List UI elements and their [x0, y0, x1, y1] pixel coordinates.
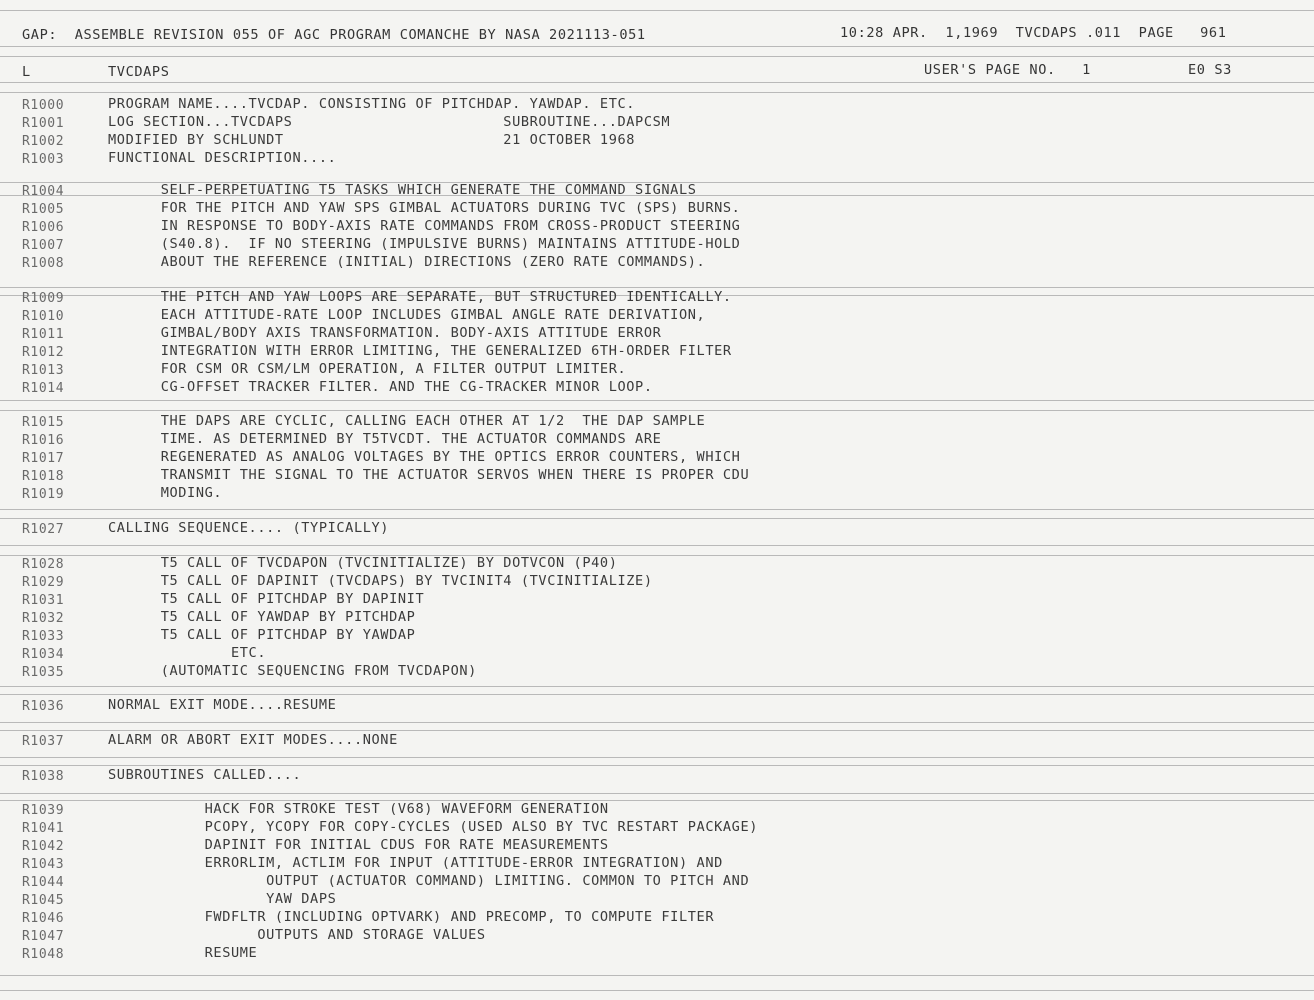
line-number: R1036: [22, 699, 65, 714]
ruled-line: [0, 722, 1314, 723]
line-number: R1016: [22, 433, 65, 448]
line-text: RESUME: [108, 945, 258, 961]
line-number: R1011: [22, 327, 65, 342]
line-number: R1038: [22, 769, 65, 784]
line-number: R1012: [22, 345, 65, 360]
ruled-line: [0, 46, 1314, 47]
listing-header-right: 10:28 APR. 1,1969 TVCDAPS .011 PAGE 961: [840, 25, 1227, 41]
ruled-line: [0, 400, 1314, 401]
line-number: R1019: [22, 487, 65, 502]
line-number: R1045: [22, 893, 65, 908]
line-text: FUNCTIONAL DESCRIPTION....: [108, 150, 337, 166]
ruled-line: [0, 757, 1314, 758]
line-number: R1032: [22, 611, 65, 626]
line-text: TRANSMIT THE SIGNAL TO THE ACTUATOR SERVOS WHEN THERE IS PROPER CDU: [108, 467, 750, 483]
line-text: SUBROUTINES CALLED....: [108, 767, 302, 783]
line-text: FOR CSM OR CSM/LM OPERATION, A FILTER OUTPUT LIMITER.: [108, 361, 627, 377]
line-text: (S40.8). IF NO STEERING (IMPULSIVE BURNS) MAINTAINS ATTITUDE-HOLD: [108, 236, 741, 252]
line-text: (AUTOMATIC SEQUENCING FROM TVCDAPON): [108, 663, 477, 679]
line-text: TIME. AS DETERMINED BY T5TVCDT. THE ACTUATOR COMMANDS ARE: [108, 431, 662, 447]
line-text: T5 CALL OF PITCHDAP BY DAPINIT: [108, 591, 425, 607]
line-text: OUTPUTS AND STORAGE VALUES: [108, 927, 486, 943]
line-text: CG-OFFSET TRACKER FILTER. AND THE CG-TRACKER MINOR LOOP.: [108, 379, 653, 395]
line-number: R1029: [22, 575, 65, 590]
line-number: R1043: [22, 857, 65, 872]
line-number: R1005: [22, 202, 65, 217]
line-text: PCOPY, YCOPY FOR COPY-CYCLES (USED ALSO BY TVC RESTART PACKAGE): [108, 819, 759, 835]
ruled-line: [0, 990, 1314, 991]
line-number: R1035: [22, 665, 65, 680]
line-number: R1033: [22, 629, 65, 644]
line-number: R1008: [22, 256, 65, 271]
listing-header-left: GAP: ASSEMBLE REVISION 055 OF AGC PROGRAM COMANCHE BY NASA 2021113-051: [22, 27, 646, 43]
line-number: R1013: [22, 363, 65, 378]
line-text: THE PITCH AND YAW LOOPS ARE SEPARATE, BUT STRUCTURED IDENTICALLY.: [108, 289, 732, 305]
line-number: R1009: [22, 291, 65, 306]
line-text: T5 CALL OF YAWDAP BY PITCHDAP: [108, 609, 416, 625]
line-text: INTEGRATION WITH ERROR LIMITING, THE GENERALIZED 6TH-ORDER FILTER: [108, 343, 732, 359]
line-number: R1000: [22, 98, 65, 113]
line-number: R1034: [22, 647, 65, 662]
line-text: LOG SECTION...TVCDAPS SUBROUTINE...DAPCSM: [108, 114, 671, 130]
line-text: CALLING SEQUENCE.... (TYPICALLY): [108, 520, 390, 536]
line-number: R1010: [22, 309, 65, 324]
ruled-line: [0, 686, 1314, 687]
line-text: T5 CALL OF PITCHDAP BY YAWDAP: [108, 627, 416, 643]
line-number: R1048: [22, 947, 65, 962]
line-number: R1017: [22, 451, 65, 466]
ruled-line: [0, 10, 1314, 11]
line-number: R1015: [22, 415, 65, 430]
line-text: ABOUT THE REFERENCE (INITIAL) DIRECTIONS (ZERO RATE COMMANDS).: [108, 254, 706, 270]
ruled-line: [0, 82, 1314, 83]
line-number: R1047: [22, 929, 65, 944]
line-text: REGENERATED AS ANALOG VOLTAGES BY THE OPTICS ERROR COUNTERS, WHICH: [108, 449, 741, 465]
ruled-line: [0, 975, 1314, 976]
line-number: R1042: [22, 839, 65, 854]
line-text: GIMBAL/BODY AXIS TRANSFORMATION. BODY-AXIS ATTITUDE ERROR: [108, 325, 662, 341]
line-text: FOR THE PITCH AND YAW SPS GIMBAL ACTUATORS DURING TVC (SPS) BURNS.: [108, 200, 741, 216]
line-text: ALARM OR ABORT EXIT MODES....NONE: [108, 732, 398, 748]
user-page-number: USER'S PAGE NO. 1: [924, 62, 1091, 78]
line-text: MODING.: [108, 485, 223, 501]
line-number: R1004: [22, 184, 65, 199]
ruled-line: [0, 793, 1314, 794]
line-number: R1028: [22, 557, 65, 572]
line-number: R1002: [22, 134, 65, 149]
line-text: NORMAL EXIT MODE....RESUME: [108, 697, 337, 713]
line-text: OUTPUT (ACTUATOR COMMAND) LIMITING. COMMON TO PITCH AND: [108, 873, 750, 889]
ruled-line: [0, 509, 1314, 510]
line-text: IN RESPONSE TO BODY-AXIS RATE COMMANDS FROM CROSS-PRODUCT STEERING: [108, 218, 741, 234]
ruled-line: [0, 287, 1314, 288]
line-number: R1041: [22, 821, 65, 836]
line-text: MODIFIED BY SCHLUNDT 21 OCTOBER 1968: [108, 132, 636, 148]
line-text: T5 CALL OF TVCDAPON (TVCINITIALIZE) BY DOTVCON (P40): [108, 555, 618, 571]
line-number: R1046: [22, 911, 65, 926]
listing-type-code: L: [22, 64, 31, 80]
line-text: SELF-PERPETUATING T5 TASKS WHICH GENERATE THE COMMAND SIGNALS: [108, 182, 697, 198]
line-number: R1003: [22, 152, 65, 167]
ruled-line: [0, 92, 1314, 93]
line-text: PROGRAM NAME....TVCDAP. CONSISTING OF PITCHDAP. YAWDAP. ETC.: [108, 96, 636, 112]
line-text: YAW DAPS: [108, 891, 337, 907]
ruled-line: [0, 730, 1314, 731]
section-code: E0 S3: [1188, 62, 1232, 78]
line-text: T5 CALL OF DAPINIT (TVCDAPS) BY TVCINIT4 (TVCINITIALIZE): [108, 573, 653, 589]
ruled-line: [0, 518, 1314, 519]
line-number: R1027: [22, 522, 65, 537]
line-number: R1014: [22, 381, 65, 396]
line-text: ERRORLIM, ACTLIM FOR INPUT (ATTITUDE-ERROR INTEGRATION) AND: [108, 855, 723, 871]
ruled-line: [0, 694, 1314, 695]
line-text: HACK FOR STROKE TEST (V68) WAVEFORM GENERATION: [108, 801, 609, 817]
line-number: R1001: [22, 116, 65, 131]
line-number: R1031: [22, 593, 65, 608]
line-text: EACH ATTITUDE-RATE LOOP INCLUDES GIMBAL ANGLE RATE DERIVATION,: [108, 307, 706, 323]
ruled-line: [0, 545, 1314, 546]
section-name: TVCDAPS: [108, 64, 170, 80]
ruled-line: [0, 410, 1314, 411]
line-number: R1006: [22, 220, 65, 235]
line-number: R1044: [22, 875, 65, 890]
line-text: ETC.: [108, 645, 267, 661]
line-number: R1037: [22, 734, 65, 749]
line-text: FWDFLTR (INCLUDING OPTVARK) AND PRECOMP, TO COMPUTE FILTER: [108, 909, 715, 925]
line-text: DAPINIT FOR INITIAL CDUS FOR RATE MEASUREMENTS: [108, 837, 609, 853]
ruled-line: [0, 765, 1314, 766]
ruled-line: [0, 56, 1314, 57]
line-number: R1018: [22, 469, 65, 484]
line-text: THE DAPS ARE CYCLIC, CALLING EACH OTHER AT 1/2 THE DAP SAMPLE: [108, 413, 706, 429]
line-number: R1007: [22, 238, 65, 253]
line-number: R1039: [22, 803, 65, 818]
